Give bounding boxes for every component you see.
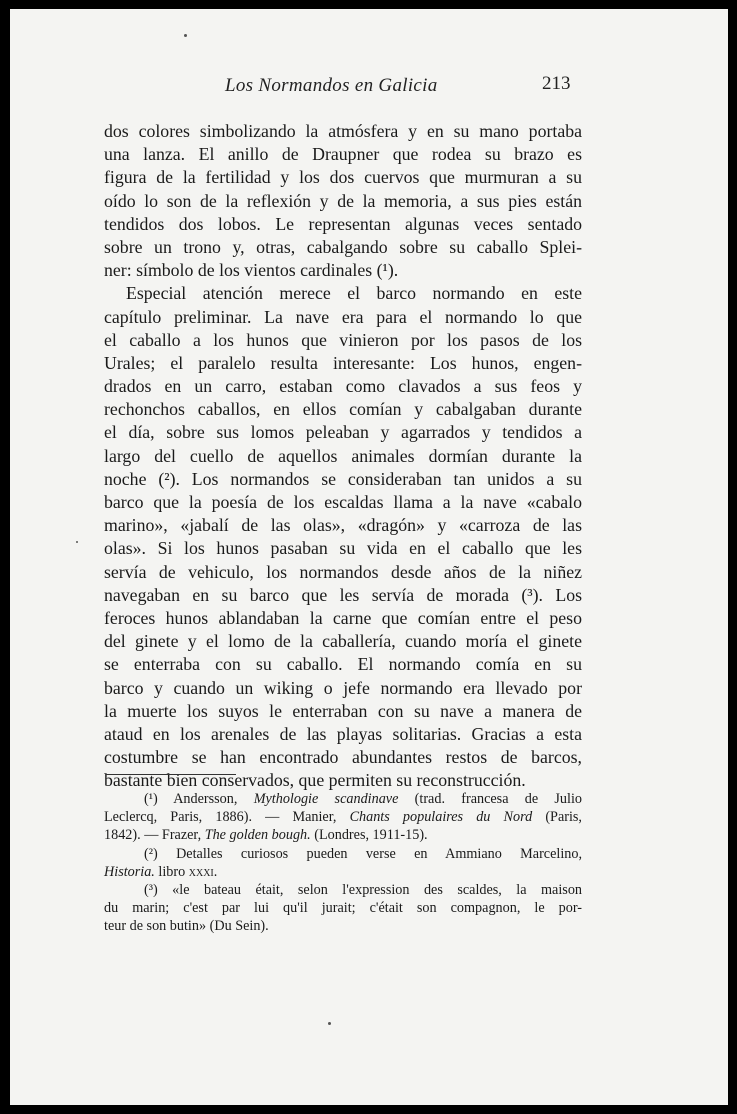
footnote-text: (trad. francesa de Julio bbox=[414, 791, 583, 807]
body-line: la muerte los suyos le enterraban con su nave a manera de bbox=[104, 700, 582, 721]
footnote-3-line: teur de son butin» (Du Sein). bbox=[104, 918, 269, 935]
book-title: Mythologie scandinave bbox=[253, 791, 399, 807]
footnote-3-line bbox=[104, 881, 582, 899]
body-line: noche (²). Los normandos se consideraban tan unidos a su bbox=[104, 468, 582, 489]
body-line: Especial atención merece el barco normando en este bbox=[126, 283, 582, 304]
body-line: servía de vehiculo, los normandos desde años de la niñez bbox=[104, 561, 582, 582]
print-speck bbox=[184, 34, 187, 37]
body-line: marino», «jabalí de las olas», «dragón» y «carroza de las bbox=[104, 515, 582, 536]
body-line: olas». Si los hunos pasaban su vida en el caballo que les bbox=[104, 538, 582, 559]
body-line: dos colores simbolizando la atmósfera y en su mano portaba bbox=[104, 121, 582, 141]
print-speck bbox=[76, 541, 78, 543]
footnote-marker: (¹) bbox=[144, 791, 158, 807]
body-line: tendidos dos lobos. Le representan algunas veces sentado bbox=[104, 213, 582, 234]
body-line: el día, sobre sus lomos peleaban y agarrados y tendidos a bbox=[104, 422, 582, 443]
print-speck bbox=[328, 1022, 331, 1025]
body-line: oído lo son de la reflexión y de la memoria, a sus pies están bbox=[104, 190, 582, 211]
body-line: figura de la fertilidad y los dos cuervos que murmuran a su bbox=[104, 167, 582, 188]
footnote-text: (Londres, 1911-15). bbox=[314, 827, 428, 844]
body-text bbox=[104, 120, 582, 792]
footnote-marker: (³) bbox=[144, 881, 158, 898]
footnote-text: 1842). — Frazer, bbox=[104, 827, 202, 844]
book-title: Historia. bbox=[104, 863, 155, 880]
footnote-divider bbox=[106, 774, 236, 775]
footnote-text: Detalles curiosos pueden verse en Ammiano Marcelino, bbox=[176, 845, 583, 862]
footnote-2-line bbox=[104, 845, 582, 863]
body-line: feroces hunos ablandaban la carne que comían entre el peso bbox=[104, 607, 582, 628]
body-line: largo del cuello de aquellos animales dormían durante la bbox=[104, 445, 582, 466]
body-line: sobre un trono y, otras, cabalgando sobre su caballo Splei- bbox=[104, 236, 582, 257]
body-line: una lanza. El anillo de Draupner que rodea su brazo es bbox=[104, 144, 582, 165]
footnote-3-line: du marin; c'est par lui qu'il jurait; c'était son compagnon, le por- bbox=[104, 900, 582, 917]
page-number: 213 bbox=[542, 73, 571, 94]
footnote-text: (Paris, bbox=[545, 809, 582, 826]
footnote-1-line bbox=[104, 808, 582, 826]
footnote-text: Andersson, bbox=[173, 791, 238, 807]
book-title: The golden bough. bbox=[204, 827, 311, 844]
body-line: barco y cuando un wiking o jefe normando era llevado por bbox=[104, 677, 582, 698]
body-line: drados en un carro, estaban como clavados a sus feos y bbox=[104, 376, 582, 397]
running-title: Los Normandos en Galicia bbox=[225, 75, 438, 96]
body-line: se enterraba con su caballo. El normando comía en su bbox=[104, 654, 582, 675]
footnote-1-line bbox=[104, 826, 582, 844]
body-line: barco que la poesía de los escaldas llama a la nave «cabalo bbox=[104, 492, 582, 512]
body-line: capítulo preliminar. La nave era para el normando lo que bbox=[104, 306, 582, 327]
footnote-1-line bbox=[104, 790, 582, 808]
running-head bbox=[10, 75, 728, 105]
body-line: Urales; el paralelo resulta interesante: Los hunos, engen- bbox=[104, 352, 582, 373]
body-line: el caballo a los hunos que vinieron por los pasos de los bbox=[104, 329, 582, 350]
body-line: bastante bien conservados, que permiten su reconstrucción. bbox=[104, 770, 526, 791]
body-line: del ginete y el lomo de la caballería, cuando moría el ginete bbox=[104, 631, 582, 652]
footnotes bbox=[104, 790, 582, 936]
body-line: rechonchos caballos, en ellos comían y cabalgaban durante bbox=[104, 399, 582, 420]
book-title: Chants populaires du Nord bbox=[349, 809, 533, 826]
book-page bbox=[10, 9, 728, 1105]
body-line: costumbre se han encontrado abundantes restos de barcos, bbox=[104, 747, 582, 768]
footnote-marker: (²) bbox=[144, 845, 158, 862]
body-line: navegaban en su barco que les servía de morada (³). Los bbox=[104, 584, 582, 605]
body-line: ner: símbolo de los vientos cardinales (¹). bbox=[104, 260, 399, 281]
footnote-text: xxxi. bbox=[188, 863, 218, 880]
body-line: ataud en los arenales de las playas solitarias. Gracias a esta bbox=[104, 723, 582, 744]
footnote-text: libro bbox=[158, 863, 186, 880]
footnote-2-line bbox=[104, 863, 582, 881]
footnote-text: Leclercq, Paris, 1886). — Manier, bbox=[104, 809, 337, 826]
footnote-text: «le bateau était, selon l'expression des scaldes, la maison bbox=[172, 881, 583, 898]
